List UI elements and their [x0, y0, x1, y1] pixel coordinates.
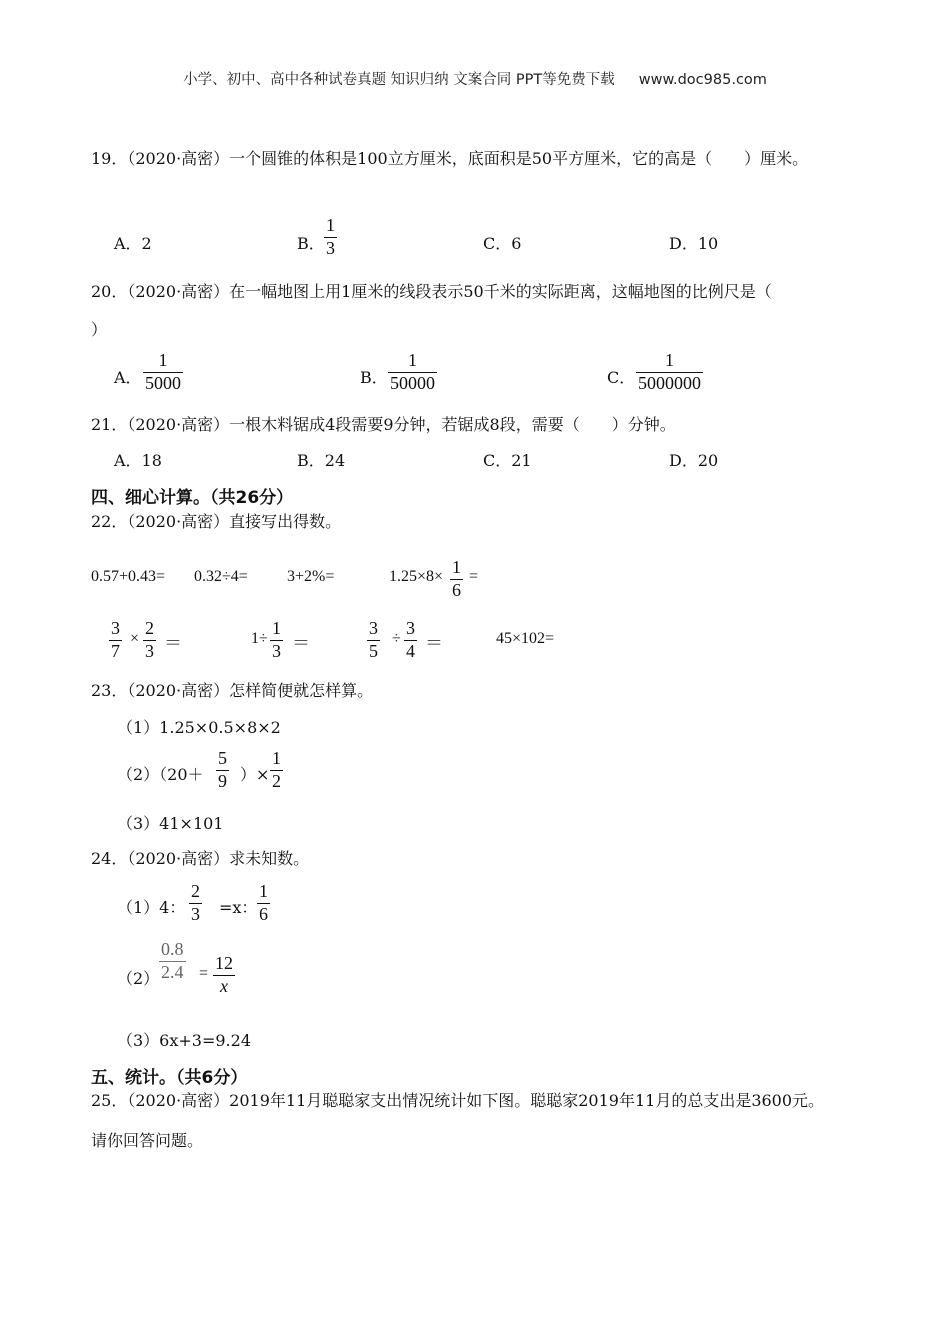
fraction-numerator: 1 [259, 881, 268, 901]
fraction-denominator: 2.4 [161, 961, 184, 982]
q22-expr-5-fraction-2 [143, 619, 156, 661]
q20-option-b-fraction [388, 351, 437, 393]
q22-expr-3: 3+2%= [287, 568, 335, 585]
fraction-denominator: 3 [326, 237, 335, 258]
q24-part-3: （3）6x+3=9.24 [117, 1031, 252, 1050]
q22-expr-7-fraction-2 [404, 619, 417, 661]
q22-expr-6-prefix: 1÷ [251, 630, 268, 647]
section-4-title: 四、细心计算。（共26分） [91, 488, 294, 508]
fraction-numerator: 3 [406, 618, 415, 638]
q24-part-1-fraction-1 [189, 882, 202, 924]
fraction-numerator: 1 [158, 350, 168, 370]
fraction-denominator: 4 [406, 640, 415, 661]
q22-expr-1: 0.57+0.43= [91, 568, 166, 585]
header-text: 小学、初中、高中各种试卷真题 知识归纳 文案合同 PPT等免费下载 [183, 72, 615, 88]
q20-option-c-label: C． [607, 368, 636, 387]
q22-expr-5-fraction-1 [109, 619, 122, 661]
q24-part-2-fraction-2 [213, 954, 235, 996]
header-site-link[interactable]: www.doc985.com [638, 72, 767, 88]
question-25-stem-cont: 请你回答问题。 [91, 1131, 204, 1150]
q23-part-2-fraction-2 [270, 749, 283, 791]
fraction-denominator: 3 [191, 903, 200, 924]
q19-option-b-fraction [324, 216, 337, 258]
q19-option-a: A．2 [114, 234, 152, 253]
fraction-denominator: 6 [452, 579, 461, 600]
q23-part-3: （3）41×101 [117, 814, 224, 833]
fraction-numerator: 1 [452, 557, 461, 577]
q21-option-a: A．18 [114, 451, 162, 470]
q24-part-2-fraction-1 [159, 940, 186, 982]
q19-option-c: C．6 [483, 234, 522, 253]
question-23-stem: 23．（2020·高密）怎样简便就怎样算。 [91, 681, 374, 700]
fraction-denominator: 5000000 [638, 372, 701, 393]
q22-expr-6-fraction [270, 619, 283, 661]
fraction-numerator: 0.8 [161, 939, 184, 959]
q23-part-2-mid: ）× [240, 765, 270, 784]
q23-part-1: （1）1.25×0.5×8×2 [117, 718, 281, 737]
question-22-stem: 22．（2020·高密）直接写出得数。 [91, 512, 342, 531]
q23-part-2-fraction-1 [216, 749, 229, 791]
page-header [0, 68, 950, 89]
q20-option-a-fraction [143, 351, 183, 393]
q20-option-c-fraction [636, 351, 703, 393]
q22-expr-4-prefix: 1.25×8× [389, 568, 444, 585]
fraction-numerator: 2 [145, 618, 154, 638]
q23-part-2-prefix: （2）（20＋ [117, 765, 204, 784]
fraction-denominator: 2 [272, 770, 281, 791]
fraction-numerator: 12 [215, 953, 233, 973]
fraction-denominator: 5000 [145, 372, 181, 393]
q22-expr-4-equals: = [469, 568, 479, 585]
fraction-numerator: 3 [111, 618, 120, 638]
fraction-denominator: 7 [111, 640, 120, 661]
q19-option-d: D．10 [669, 234, 719, 253]
q21-option-c: C．21 [483, 451, 532, 470]
question-25-stem: 25．（2020·高密）2019年11月聪聪家支出情况统计如下图。聪聪家2019年11月的总支出是3600元。 [91, 1091, 825, 1110]
question-20-stem: 20．（2020·高密）在一幅地图上用1厘米的线段表示50千米的实际距离，这幅地图的比例尺是（ [91, 282, 772, 301]
q21-option-d: D．20 [669, 451, 719, 470]
q22-expr-5-equals: ＝ [164, 633, 182, 653]
section-5-title: 五、统计。（共6分） [91, 1068, 248, 1088]
q22-expr-5-operator: × [130, 630, 140, 647]
q22-expr-2: 0.32÷4= [194, 568, 248, 585]
fraction-numerator: 1 [272, 618, 281, 638]
q20-option-a-label: A． [114, 368, 142, 387]
fraction-numerator: 2 [191, 881, 200, 901]
q22-expr-4-fraction [450, 558, 463, 600]
fraction-numerator: 5 [218, 748, 227, 768]
question-24-stem: 24．（2020·高密）求未知数。 [91, 849, 310, 868]
fraction-numerator: 1 [272, 748, 281, 768]
fraction-numerator: 1 [665, 350, 674, 370]
question-21-stem: 21．（2020·高密）一根木料锯成4段需要9分钟，若锯成8段，需要（ ）分钟。 [91, 415, 676, 434]
fraction-denominator: x [220, 975, 228, 996]
fraction-numerator: 1 [326, 215, 335, 235]
fraction-numerator: 1 [408, 350, 417, 370]
fraction-denominator: 3 [145, 640, 154, 661]
fraction-denominator: 3 [272, 640, 281, 661]
fraction-denominator: 5 [369, 640, 378, 661]
fraction-denominator: 50000 [390, 372, 435, 393]
fraction-denominator: 9 [218, 770, 227, 791]
q22-expr-7-equals: ＝ [425, 633, 443, 653]
q24-part-1-prefix: （1）4： [117, 898, 186, 917]
q19-option-b-label: B． [297, 234, 325, 253]
q20-option-b-label: B． [360, 368, 388, 387]
question-20-stem-cont: ） [91, 320, 108, 339]
q22-expr-7-operator: ÷ [392, 630, 401, 647]
q24-part-2-equals: = [199, 965, 209, 982]
q24-part-2-prefix: （2） [117, 969, 160, 988]
fraction-denominator: 6 [259, 903, 268, 924]
q22-expr-7-fraction-1 [367, 619, 380, 661]
question-19-stem: 19．（2020·高密）一个圆锥的体积是100立方厘米，底面积是50平方厘米，它的高是（ ）厘米。 [91, 149, 809, 168]
q21-option-b: B．24 [297, 451, 346, 470]
q24-part-1-fraction-2 [257, 882, 270, 924]
fraction-numerator: 3 [369, 618, 378, 638]
q22-expr-6-equals: ＝ [292, 633, 310, 653]
q24-part-1-mid: =x： [219, 898, 258, 917]
q22-expr-8: 45×102= [496, 630, 555, 647]
